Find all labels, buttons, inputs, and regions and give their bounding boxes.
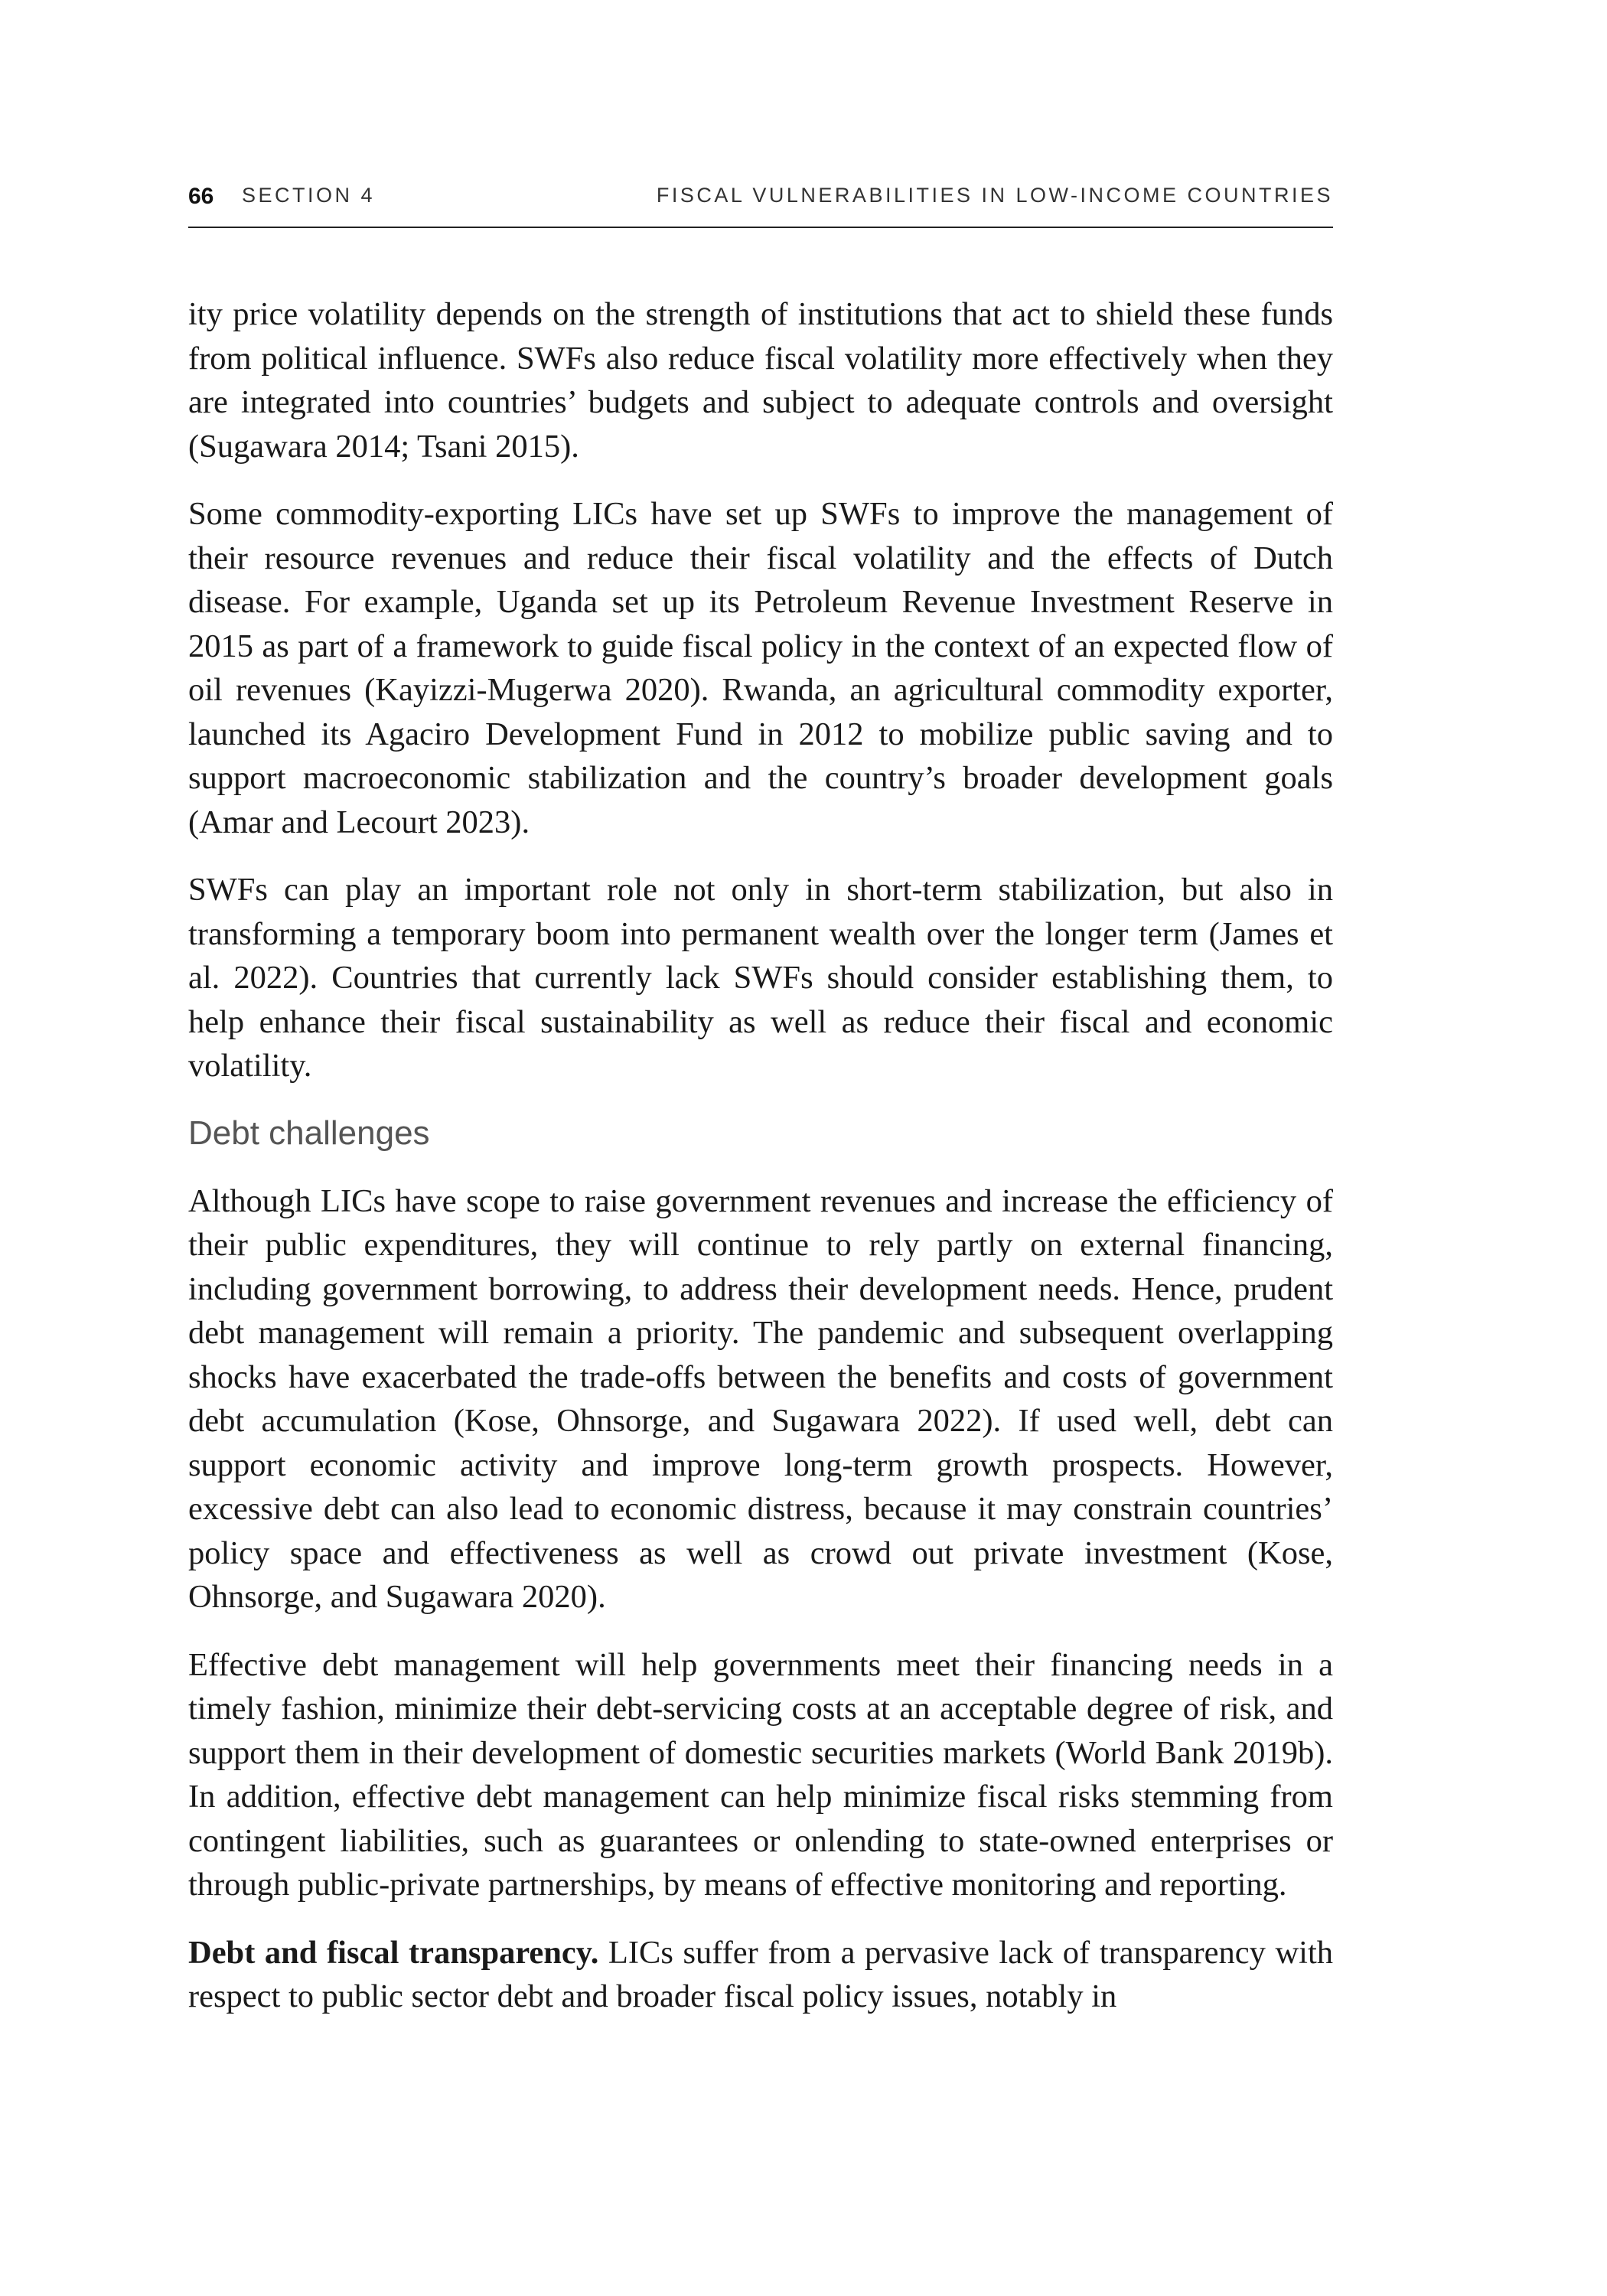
running-head — [188, 181, 1333, 228]
section-label: SECTION 4 — [242, 184, 376, 207]
paragraph-6 — [188, 1931, 1333, 2019]
body-text — [188, 292, 1333, 2043]
paragraph-1: ity price volatility depends on the strength of institutions that act to shield these funds from political influence. SWFs also reduce fiscal volatility more effectively when they are integrated into countries’ budgets and subject to adequate controls and oversight (Sugawara 2014; Tsani 2015). — [188, 296, 1333, 465]
run-in-heading: Debt and fiscal transparency. — [188, 1934, 599, 1971]
page-number: 66 — [188, 184, 214, 209]
paragraph-4: Although LICs have scope to raise government revenues and increase the efficiency of their public expenditures, they will continue to rely partly on external financing, including government borrowing, to address their development needs. Hence, prudent debt management will remain a priority. The pandemic and subsequent overlapping shocks have exacerbated the trade-offs between the benefits and costs of government debt accumulation (Kose, Ohnsorge, and Sugawara 2022). If used well, debt can support economic activity and improve long-term growth prospects. However, excessive debt can also lead to economic distress, because it may constrain countries’ policy space and effectiveness as well as crowd out private investment (Kose, Ohnsorge, and Sugawara 2020). — [188, 1182, 1333, 1615]
paragraph-6-text: LICs suffer from a pervasive lack of transparency with respect to public sector debt and broader fiscal policy issues, notably in — [188, 1934, 1333, 2014]
paragraph-5: Effective debt management will help governments meet their financing needs in a timely fashion, minimize their debt-servicing costs at an acceptable degree of risk, and support them in their development of domestic securities markets (World Bank 2019b). In addition, effective debt management can help minimize fiscal risks stemming from contingent liabilities, such as guarantees or onlending to state-owned enterprises or through public-private partnerships, by means of effective monitoring and reporting. — [188, 1646, 1333, 1903]
section-subheading: Debt challenges — [188, 1114, 430, 1152]
paragraph-2: Some commodity-exporting LICs have set up SWFs to improve the management of their resource revenues and reduce their fiscal volatility and the effects of Dutch disease. For example, Uganda set up its Petroleum Revenue Investment Reserve in 2015 as part of a framework to guide fiscal policy in the context of an expected flow of oil revenues (Kayizzi-Mugerwa 2020). Rwanda, an agricultural commodity exporter, launched its Agaciro Development Fund in 2012 to mobilize public saving and to support macroeconomic stabilization and the country’s broader development goals (Amar and Lecourt 2023). — [188, 496, 1333, 840]
paragraph-3: SWFs can play an important role not only in short-term stabilization, but also in transforming a temporary boom into permanent wealth over the longer term (James et al. 2022). Countries that currently lack SWFs should consider establishing them, to help enhance their fiscal sustainability as well as reduce their fiscal and economic volatility. — [188, 872, 1333, 1084]
chapter-title: FISCAL VULNERABILITIES IN LOW-INCOME COUNTRIES — [656, 184, 1333, 207]
